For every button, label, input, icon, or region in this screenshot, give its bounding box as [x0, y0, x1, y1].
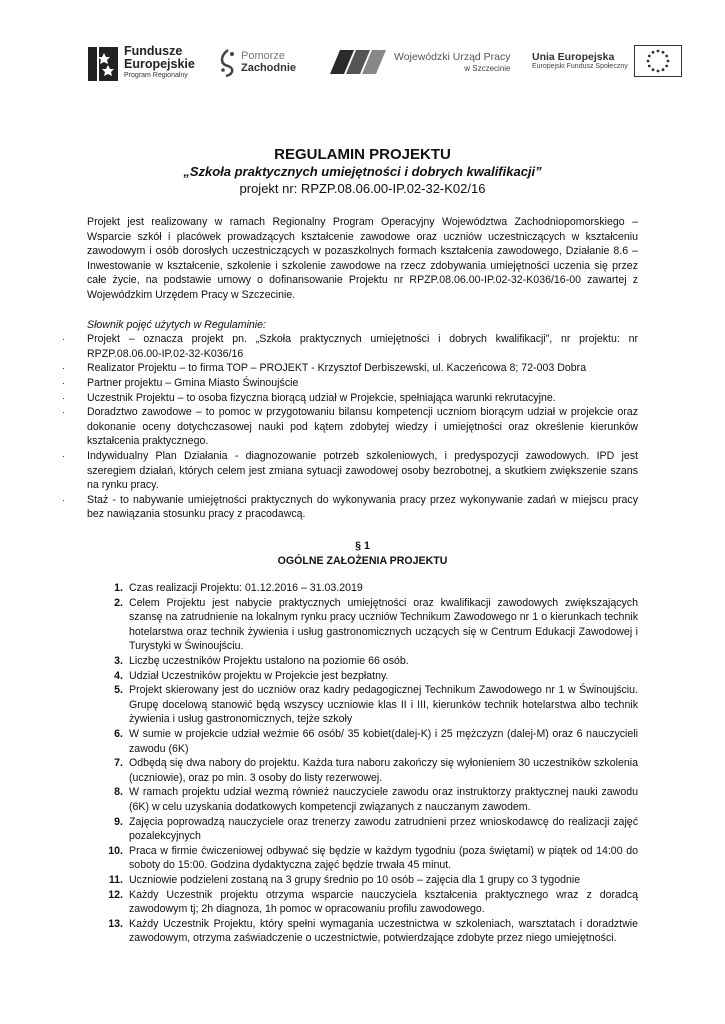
- bullet-icon: ·: [62, 363, 65, 374]
- document-title: REGULAMIN PROJEKTU: [274, 146, 451, 163]
- list-item-text: Każdy Uczestnik projektu otrzyma wsparcie nauczyciela kształcenia praktycznego wraz z doradcą zawodowym tj; 2h diagnoza, 1h pomoc w opracowaniu profilu zawodowego.: [129, 888, 638, 916]
- list-item-text: Uczniowie podzieleni zostaną na 3 grupy średnio po 10 osób – zajęcia dla 1 grupy co 3 tygodnie: [129, 873, 581, 886]
- glossary-item: [62, 361, 638, 376]
- wup-logo: [330, 48, 511, 76]
- fundusze-europejskie-logo: [88, 43, 195, 81]
- list-item-text: Projekt skierowany jest do uczniów oraz kadry pedagogicznej Technikum Zawodowego nr 1 w Świnoujściu. Grupę docelową stanowić będą wszyscy uczniowie klas II i III, kierunków technik hotelarstwa albo technik żywienia i usług gastronomicznych, tejże szkoły: [129, 684, 638, 726]
- list-item-number: 11.: [108, 873, 123, 886]
- list-item-text: Liczbę uczestników Projektu ustalono na poziomie 66 osób.: [129, 655, 409, 668]
- list-item-number: 4.: [114, 669, 123, 682]
- bullet-icon: ·: [62, 407, 65, 418]
- list-item-number: 6.: [114, 728, 123, 740]
- fe-logo-line1: Fundusze: [124, 43, 183, 58]
- list-item-text: Każdy Uczestnik Projektu, który spełni wymagania uczestnictwa w szkoleniach, warsztatach i doradztwie zawodowym, otrzyma zaświadczenie o uczestnictwie, potwierdzające zdobyte przez niego umiejętności.: [129, 917, 638, 945]
- list-item: [87, 727, 638, 756]
- document-header: [0, 146, 725, 197]
- list-item-number: 10.: [108, 844, 123, 857]
- list-item-text: Udział Uczestników projektu w Projekcie jest bezpłatny.: [129, 669, 389, 682]
- list-item-number: 2.: [114, 596, 123, 609]
- list-item: [87, 873, 638, 888]
- bullet-icon: ·: [62, 334, 65, 345]
- ue-logo-line2: Europejski Fundusz Społeczny: [532, 63, 628, 71]
- fe-logo-line3: Program Regionalny: [124, 71, 188, 79]
- list-item: [87, 785, 638, 814]
- list-item-number: 12.: [108, 888, 123, 901]
- fe-star-mark-icon: [88, 43, 118, 81]
- list-item-number: 3.: [114, 655, 123, 668]
- intro-paragraph: Projekt jest realizowany w ramach Regionalny Program Operacyjny Województwa Zachodniopomorskiego – Wsparcie szkół i placówek prowadzących kształcenie zawodowe oraz uczniów uczestniczących w kształceniu zawodowym i osób dorosłych uczestniczących w pozaszkolnych formach kształcenia zawodowego, Działanie 8.6 – Inwestowanie w kształcenie, szkolenie i szkolenie zawodowe na rzecz zdobywania umiejętności uczenia się przez całe życie, na podstawie umowy o dofinansowanie Projektu nr RPZP.08.06.00-IP.02-32-K036/16-00 zawartej z Wojewódzkim Urzędem Pracy w Szczecinie.: [87, 216, 638, 301]
- glossary-item: [62, 391, 638, 406]
- wup-logo-line1: Wojewódzki Urząd Pracy: [394, 50, 511, 63]
- list-item: [87, 888, 638, 917]
- project-number: projekt nr: RPZP.08.06.00-IP.02-32-K02/16: [239, 181, 486, 196]
- list-item-text: Zajęcia poprowadzą nauczyciele oraz trenerzy zawodu zatrudnieni przez wnioskodawcę do realizacji zajęć pozalekcyjnych: [129, 815, 638, 843]
- list-item: [87, 917, 638, 946]
- list-item-number: 8.: [114, 786, 123, 799]
- bullet-icon: ·: [62, 494, 65, 505]
- list-item: [87, 815, 638, 844]
- list-item-number: 13.: [108, 917, 123, 930]
- eu-flag-icon: [634, 45, 682, 77]
- glossary-item-text: Indywidualny Plan Działania - diagnozowanie potrzeb szkoleniowych, i predyspozycji zawodowych. IPD jest szeregiem działań, których celem jest zmiana sytuacji zawodowej osoby bezrobotnej, a skutkiem zwiększenie szans na rynku pracy.: [87, 449, 638, 492]
- glossary-title: Słownik pojęć użytych w Regulaminie:: [87, 318, 266, 331]
- list-item-text: W ramach projektu udział wezmą również nauczyciele zawodu oraz instruktorzy praktycznej nauki zawodu (6K) w celu uzyskania dodatkowych kompetencji związanych z nauczanym zawodem.: [129, 786, 638, 813]
- list-item-text: W sumie w projekcie udział weźmie 66 osób/ 35 kobiet(dalej-K) i 25 mężczyzn (dalej-M) oraz 6 nauczycieli zawodu (6K): [129, 728, 638, 755]
- unia-europejska-logo: [532, 45, 682, 77]
- pomorze-zachodnie-logo: [218, 48, 296, 78]
- pz-swirl-mark-icon: [218, 48, 238, 78]
- wup-logo-line2: w Szczecinie: [464, 63, 511, 73]
- list-item: [87, 844, 638, 873]
- fe-logo-line2: Europejskie: [124, 56, 195, 71]
- bullet-icon: ·: [62, 377, 65, 388]
- section-items-list: [87, 581, 638, 946]
- glossary-item-text: Doradztwo zawodowe – to pomoc w przygotowaniu bilansu kompetencji uczniom biorącym udział w projekcie oraz dokonanie oceny dotychczasowej nauki pod kątem zdobytej wiedzy i umiejętności oraz określenie kierunków kształcenia praktycznego.: [87, 406, 638, 448]
- bullet-icon: ·: [62, 392, 65, 403]
- document-body: [62, 215, 638, 946]
- list-item-text: Praca w firmie ćwiczeniowej odbywać się będzie w każdym tygodniu (poza świętami) w piątek od 14:00 do soboty do 15:00. Godzina dydaktyczna zajęć będzie trwała 45 minut.: [129, 844, 638, 872]
- glossary-item: [62, 332, 638, 361]
- glossary-list: [62, 332, 638, 522]
- list-item-number: 9.: [114, 815, 123, 828]
- glossary-item: [62, 376, 638, 391]
- list-item-number: 7.: [114, 757, 123, 770]
- list-item: [87, 581, 638, 596]
- project-name: „Szkoła praktycznych umiejętności i dobrych kwalifikacji”: [183, 164, 542, 179]
- list-item-text: Celem Projektu jest nabycie praktycznych umiejętności oraz kwalifikacji zawodowych zwiększających szansę na zatrudnienie na lokalnym rynku pracy uczniów Technikum Zawodowego nr 1 o kierunkach technik hotelarstwa oraz technik żywienia i usług gastronomicznych uczących się w Centrum Edukacji Zawodowej i Turystyki w Świnoujściu.: [129, 596, 638, 653]
- wup-mark-icon: [330, 48, 388, 76]
- section-title: OGÓLNE ZAŁOŻENIA PROJEKTU: [277, 555, 448, 568]
- list-item-text: Czas realizacji Projektu: 01.12.2016 – 31.03.2019: [129, 582, 363, 595]
- list-item: [87, 596, 638, 654]
- glossary-item-text: Uczestnik Projektu – to osoba fizyczna biorącą udział w Projekcie, spełniająca warunki rekrutacyjne.: [87, 391, 556, 404]
- list-item-text: Odbędą się dwa nabory do projektu. Każda tura naboru zakończy się wyłonieniem 30 uczestników szkolenia (uczniowie), oraz po min. 3 osoby do listy rezerwowej.: [129, 757, 638, 784]
- list-item: [87, 683, 638, 727]
- list-item-number: 5.: [114, 684, 123, 697]
- section-number: § 1: [355, 539, 370, 552]
- list-item: [87, 654, 638, 669]
- bullet-icon: ·: [62, 450, 65, 461]
- glossary-item: [62, 449, 638, 493]
- glossary-item-text: Staż - to nabywanie umiejętności praktycznych do wykonywania pracy przez wykonywanie zadań w miejscu pracy bez nawiązania stosunku pracy z pracodawcą.: [87, 493, 638, 521]
- glossary-item: [62, 405, 638, 449]
- list-item: [87, 756, 638, 785]
- glossary-item: [62, 493, 638, 522]
- list-item-number: 1.: [114, 582, 123, 595]
- pz-logo-line1: Pomorze: [241, 50, 286, 63]
- glossary-item-text: Realizator Projektu – to firma TOP – PROJEKT - Krzysztof Derbiszewski, ul. Kaczeńcowa 8; 72-003 Dobra: [87, 362, 587, 375]
- pz-logo-line2: Zachodnie: [241, 62, 297, 74]
- logo-bar: [0, 40, 725, 100]
- list-item: [87, 669, 638, 684]
- glossary-item-text: Partner projektu – Gmina Miasto Świnoujście: [87, 376, 299, 389]
- glossary-item-text: Projekt – oznacza projekt pn. „Szkoła praktycznych umiejętności i dobrych kwalifikacji”, nr projektu: nr RPZP.08.06.00-IP.02-32-K036/16: [87, 333, 638, 360]
- ue-logo-line1: Unia Europejska: [532, 50, 615, 63]
